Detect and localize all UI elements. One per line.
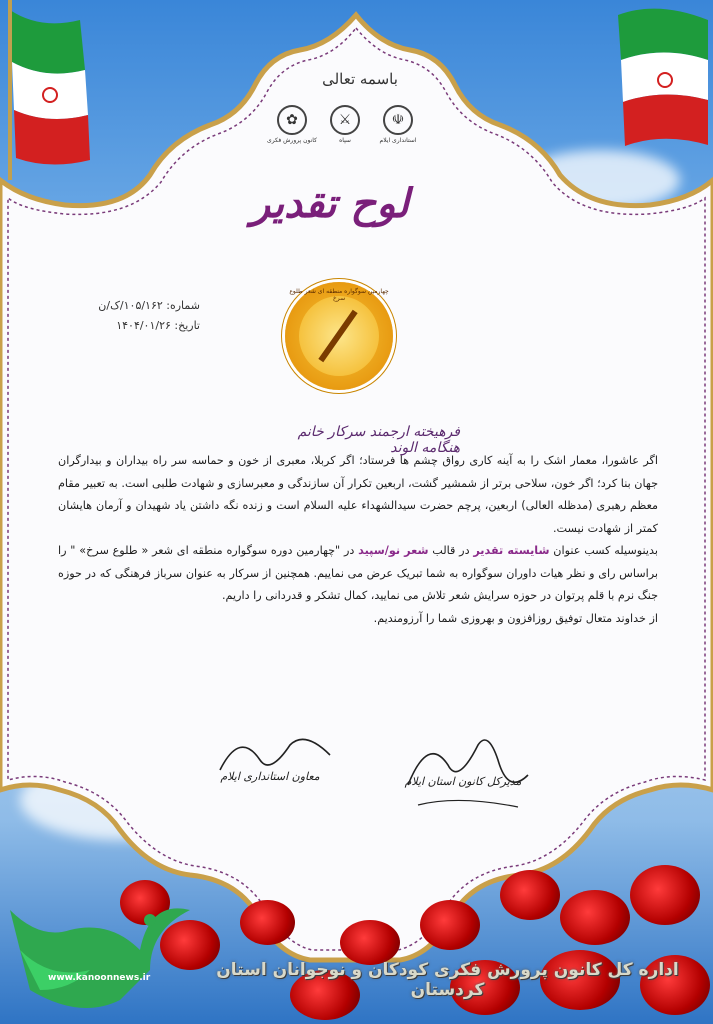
body-paragraph-1: اگر عاشورا، معمار اشک را به آینه کاری رواق چشم ها فرستاد؛ اگر کربلا، معبری از خون و حماسه سر راه بیداران و بیدارگران جهان بنا کرد؛ اگر خون، سلاحی برتر از شمشیر گشت، اربعین تکرار آن سازندگی و معبرسازی و شهادت طلبی است. به تعبیر مقام معظم رهبری (مدظله العالی) اربعین، پرچم حضرت سیدالشهداء علیه السلام است و زنده نگه داشتن یاد شهیدان و آرمان هایشان کمتر از شهادت نیست. [58,454,658,535]
body-paragraph-2: بدینوسیله کسب عنوان شایسته تقدیر در قالب شعر نو/سپید در "چهارمین دوره سوگواره منطقه ای شعر « طلوع سرخ» " را براساس رای و نظر هیات داوران سوگواره به شما تبریک عرض می نماییم. همچنین از سرکار به عنوان سرباز فرهنگی که در حوزه جنگ نرم با قلم پرتوان در حوزه سرایش شعر تلاش می نمایید، کمال تشکر و قدردانی را داریم. [58,544,658,602]
signature-ostandari [180,770,360,783]
award-title: شایسته تقدیر [473,544,550,557]
signature-title: معاون استانداری ایلام [220,770,320,783]
emblem-caption: چهارمین سوگواره منطقه ای شعر طلوع سرخ [289,288,389,302]
logo-caption: کانون پرورش فکری [267,137,317,144]
festival-emblem [285,282,393,390]
kanoon-logo [267,105,317,160]
handwritten-signature [210,730,340,790]
kanoon-bird-logo [0,880,200,1024]
document-meta [30,296,200,336]
logo-caption: استانداری ایلام [379,137,417,144]
basmala-text: باسمه تعالی [322,70,398,88]
document-date: تاریخ: ۱۴۰۴/۰۱/۲۶ [116,319,200,332]
salutation: فرهیخته ارجمند سرکار خانم هنگامه الوند [297,424,460,456]
certificate-body [58,450,658,630]
sepah-logo [323,105,367,160]
ostandari-logo [376,105,420,160]
iran-emblem-icon: ☫ [383,105,413,135]
signature-kanoon [378,775,548,788]
certificate-title: لوح تقدیر [250,180,410,227]
body-paragraph-3: از خداوند متعال توفیق روزافزون و بهروزی شما را آرزومندیم. [373,611,658,625]
logo-caption: سپاه [339,137,351,144]
sepah-emblem-icon: ⚔ [330,105,360,135]
handwritten-signature [388,725,538,815]
kanoon-logo-icon: ✿ [277,105,307,135]
watermark-url: www.kanoonnews.ir [48,973,151,983]
header-logos [267,105,420,160]
poetry-category: شعر نو/سپید [358,544,429,557]
footer-organization: اداره کل کانون پرورش فکری کودکان و نوجوانان استان کردستان [216,960,679,1000]
document-number: شماره: ۱۰۵/۱۶۲/ک/ن [98,299,200,312]
signature-title: مدیرکل کانون استان ایلام [404,775,522,788]
